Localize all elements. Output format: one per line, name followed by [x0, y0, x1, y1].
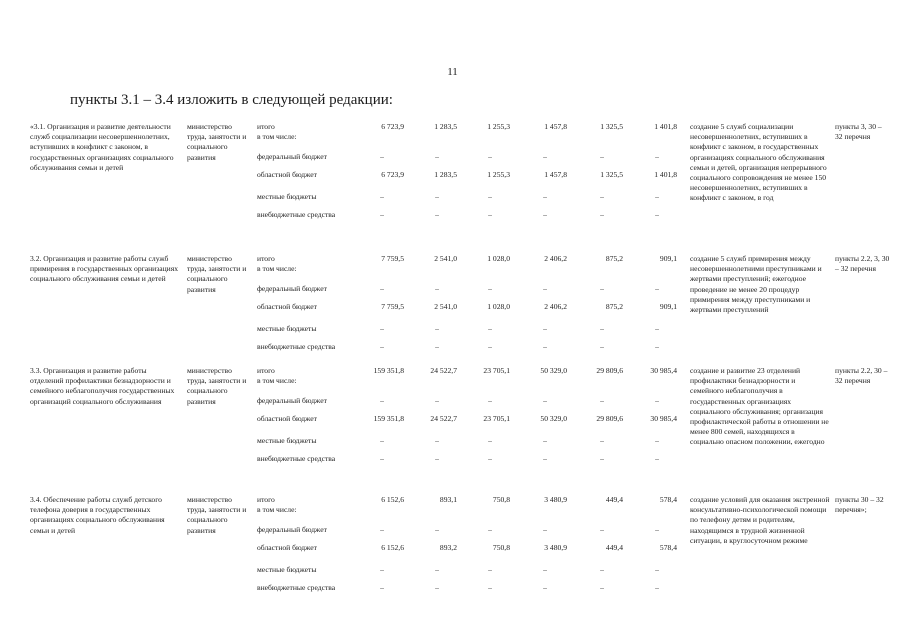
funding-value: 29 809,6	[596, 366, 623, 375]
funding-source-label: местные бюджеты	[257, 565, 317, 574]
funding-value: 2 406,2	[544, 302, 567, 311]
funding-value: 1 255,3	[487, 122, 510, 131]
funding-value: 578,4	[659, 543, 677, 552]
funding-value: –	[380, 210, 384, 219]
funding-value: –	[488, 152, 492, 161]
funding-source-label: внебюджетные средства	[257, 342, 336, 351]
responsible-ministry: министерство труда, занятости и социального развития	[187, 254, 247, 294]
funding-value: –	[380, 192, 384, 201]
funding-value: –	[488, 454, 492, 463]
funding-value: –	[655, 396, 659, 405]
list-reference: пункты 2.2, 30 – 32 перечня	[835, 366, 888, 386]
funding-value: –	[600, 583, 604, 592]
funding-value: –	[435, 525, 439, 534]
funding-value: –	[543, 152, 547, 161]
funding-value: –	[488, 565, 492, 574]
funding-source-label: внебюджетные средства	[257, 210, 336, 219]
program-item	[30, 495, 890, 615]
funding-value: –	[380, 454, 384, 463]
funding-value: 909,1	[659, 254, 677, 263]
funding-source-label: местные бюджеты	[257, 324, 317, 333]
funding-value: –	[543, 396, 547, 405]
funding-value: –	[435, 454, 439, 463]
funding-source-label: областной бюджет	[257, 414, 317, 423]
funding-value: 1 457,8	[544, 170, 567, 179]
funding-value: 449,4	[605, 543, 623, 552]
funding-value: 3 480,9	[544, 543, 567, 552]
funding-value: –	[380, 342, 384, 351]
funding-value: –	[543, 342, 547, 351]
funding-value: –	[655, 152, 659, 161]
funding-value: –	[543, 210, 547, 219]
funding-value: 449,4	[605, 495, 623, 504]
funding-value: 6 152,6	[381, 495, 404, 504]
funding-value: –	[600, 342, 604, 351]
expected-result: создание и развитие 23 отделений профилактики безнадзорности и семейного неблагополучия в государственных организациях социального обслуживания; организация профилактической работы в отношении не менее 800 семей, находящихся в социально опасном положении, ежегодно	[690, 366, 829, 447]
funding-value: –	[543, 565, 547, 574]
funding-source-label: федеральный бюджет	[257, 284, 327, 293]
funding-value: 29 809,6	[596, 414, 623, 423]
funding-value: –	[655, 583, 659, 592]
funding-value: –	[655, 192, 659, 201]
funding-source-label: федеральный бюджет	[257, 525, 327, 534]
funding-source-label: областной бюджет	[257, 170, 317, 179]
funding-value: 875,2	[605, 254, 623, 263]
funding-value: –	[488, 525, 492, 534]
funding-value: 30 985,4	[650, 414, 677, 423]
funding-value: –	[488, 583, 492, 592]
funding-value: –	[600, 565, 604, 574]
funding-source-label: внебюджетные средства	[257, 583, 336, 592]
funding-value: –	[435, 565, 439, 574]
funding-value: –	[488, 396, 492, 405]
funding-value: 893,2	[439, 543, 457, 552]
funding-value: –	[543, 436, 547, 445]
section-heading: пункты 3.1 – 3.4 изложить в следующей редакции:	[70, 92, 393, 108]
funding-source-label: местные бюджеты	[257, 436, 317, 445]
funding-source-label: итого в том числе:	[257, 495, 297, 515]
funding-value: –	[435, 583, 439, 592]
funding-value: 7 759,5	[381, 302, 404, 311]
funding-value: –	[600, 284, 604, 293]
funding-value: 1 028,0	[487, 254, 510, 263]
funding-value: –	[435, 210, 439, 219]
funding-value: –	[380, 583, 384, 592]
funding-value: 1 457,8	[544, 122, 567, 131]
funding-source-label: областной бюджет	[257, 543, 317, 552]
item-title: «3.1. Организация и развитие деятельности служб социализации несовершеннолетних, вступивших в конфликт с законом, в государственных организациях социального обслуживания семьи и детей	[30, 122, 174, 172]
expected-result: создание условий для оказания экстренной консультативно-психологической помощи по телефону детям и родителям, находящимся в трудной жизненной ситуации, в круглосуточном режиме	[690, 495, 830, 545]
funding-value: –	[435, 324, 439, 333]
funding-value: –	[380, 324, 384, 333]
list-reference: пункты 3, 30 – 32 перечня	[835, 122, 882, 142]
responsible-ministry: министерство труда, занятости и социального развития	[187, 366, 247, 406]
funding-source-label: итого в том числе:	[257, 366, 297, 386]
funding-value: –	[600, 454, 604, 463]
funding-value: 1 401,8	[654, 122, 677, 131]
funding-value: 2 541,0	[434, 254, 457, 263]
funding-value: –	[435, 192, 439, 201]
funding-value: –	[655, 454, 659, 463]
funding-value: 23 705,1	[483, 366, 510, 375]
funding-value: –	[600, 324, 604, 333]
funding-value: 893,1	[439, 495, 457, 504]
funding-value: 1 325,5	[600, 170, 623, 179]
funding-value: –	[600, 192, 604, 201]
funding-value: –	[655, 342, 659, 351]
funding-value: 24 522,7	[430, 366, 457, 375]
funding-value: 3 480,9	[544, 495, 567, 504]
funding-value: –	[600, 210, 604, 219]
funding-value: –	[600, 436, 604, 445]
item-title: 3.4. Обеспечение работы служб детского телефона доверия в государственных организациях социального обслуживания семьи и детей	[30, 495, 165, 535]
funding-value: 159 351,8	[373, 414, 404, 423]
funding-value: –	[543, 583, 547, 592]
funding-source-label: федеральный бюджет	[257, 396, 327, 405]
funding-value: –	[380, 525, 384, 534]
funding-value: 875,2	[605, 302, 623, 311]
funding-source-label: федеральный бюджет	[257, 152, 327, 161]
page-number: 11	[447, 66, 458, 78]
funding-value: 578,4	[659, 495, 677, 504]
funding-value: –	[543, 525, 547, 534]
funding-source-label: итого в том числе:	[257, 254, 297, 274]
list-reference: пункты 30 – 32 перечня»;	[835, 495, 884, 515]
funding-value: 750,8	[492, 495, 510, 504]
funding-value: –	[543, 324, 547, 333]
expected-result: создание 5 служб примирения между несовершеннолетними преступниками и жертвами преступлений; ежегодное проведение не менее 20 процедур примирения между преступниками и жертвами преступлений	[690, 254, 822, 315]
funding-value: –	[488, 192, 492, 201]
funding-value: –	[655, 284, 659, 293]
funding-value: –	[543, 284, 547, 293]
funding-value: –	[435, 436, 439, 445]
item-title: 3.3. Организация и развитие работы отделений профилактики безнадзорности и семейного неблагополучия государственных организаций социального обслуживания	[30, 366, 175, 406]
program-item	[30, 254, 890, 374]
funding-value: 2 406,2	[544, 254, 567, 263]
funding-value: 50 329,0	[540, 414, 567, 423]
funding-value: –	[435, 342, 439, 351]
funding-value: 50 329,0	[540, 366, 567, 375]
program-item	[30, 366, 890, 486]
funding-value: –	[655, 436, 659, 445]
funding-value: –	[380, 152, 384, 161]
funding-value: 24 522,7	[430, 414, 457, 423]
expected-result: создание 5 служб социализации несовершеннолетних, вступивших в конфликт с законом, в государственных организациях социального обслуживания семьи и детей, организация непрерывного социального сопровождения не менее 150 несовершеннолетних, вступивших в конфликт с законом, в год	[690, 122, 827, 203]
funding-value: 7 759,5	[381, 254, 404, 263]
funding-value: –	[543, 454, 547, 463]
funding-source-label: областной бюджет	[257, 302, 317, 311]
funding-value: 23 705,1	[483, 414, 510, 423]
funding-value: –	[488, 210, 492, 219]
list-reference: пункты 2.2, 3, 30 – 32 перечня	[835, 254, 890, 274]
funding-value: –	[435, 152, 439, 161]
funding-value: 1 401,8	[654, 170, 677, 179]
funding-value: 1 028,0	[487, 302, 510, 311]
funding-value: 2 541,0	[434, 302, 457, 311]
funding-value: –	[435, 284, 439, 293]
funding-value: –	[600, 152, 604, 161]
funding-value: –	[655, 210, 659, 219]
funding-value: 909,1	[659, 302, 677, 311]
program-item	[30, 122, 890, 242]
funding-source-label: итого в том числе:	[257, 122, 297, 142]
funding-value: 1 255,3	[487, 170, 510, 179]
funding-value: –	[380, 284, 384, 293]
funding-value: 6 723,9	[381, 122, 404, 131]
funding-value: –	[655, 565, 659, 574]
funding-value: 750,8	[492, 543, 510, 552]
funding-value: –	[488, 284, 492, 293]
funding-value: –	[488, 324, 492, 333]
funding-value: 159 351,8	[373, 366, 404, 375]
responsible-ministry: министерство труда, занятости и социального развития	[187, 495, 247, 535]
funding-value: 30 985,4	[650, 366, 677, 375]
funding-source-label: внебюджетные средства	[257, 454, 336, 463]
funding-value: –	[600, 396, 604, 405]
funding-value: –	[543, 192, 547, 201]
funding-value: –	[488, 342, 492, 351]
funding-value: –	[488, 436, 492, 445]
funding-value: –	[380, 565, 384, 574]
item-title: 3.2. Организация и развитие работы служб примирения в государственных организациях социального обслуживания семьи и детей	[30, 254, 179, 284]
funding-value: –	[655, 525, 659, 534]
funding-value: 6 152,6	[381, 543, 404, 552]
funding-value: 1 283,5	[434, 170, 457, 179]
funding-value: –	[655, 324, 659, 333]
funding-value: –	[380, 396, 384, 405]
funding-source-label: местные бюджеты	[257, 192, 317, 201]
funding-value: 6 723,9	[381, 170, 404, 179]
funding-value: –	[435, 396, 439, 405]
responsible-ministry: министерство труда, занятости и социального развития	[187, 122, 247, 162]
funding-value: 1 325,5	[600, 122, 623, 131]
funding-value: –	[380, 436, 384, 445]
funding-value: –	[600, 525, 604, 534]
funding-value: 1 283,5	[434, 122, 457, 131]
